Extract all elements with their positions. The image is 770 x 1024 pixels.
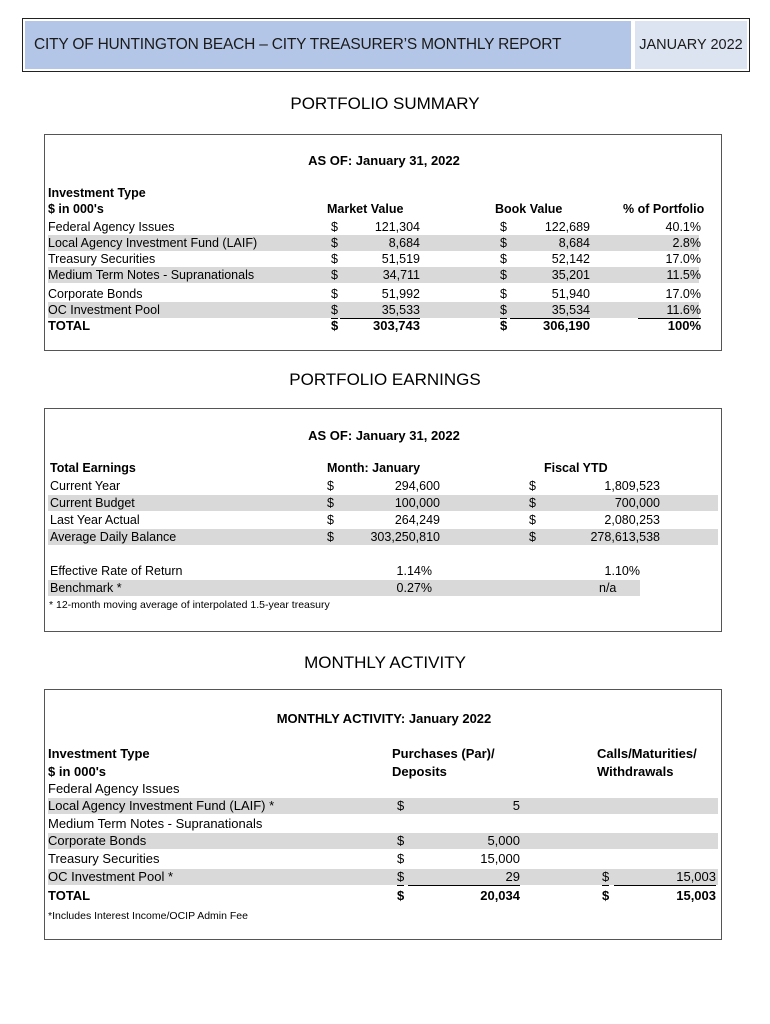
activity-row-type: Federal Agency Issues [48,781,180,796]
activity-col-calls: Calls/Maturities/ [597,746,697,761]
summary-total-book: 306,190 [543,318,590,333]
summary-row-type: OC Investment Pool [48,303,160,317]
summary-header-row-1 [48,185,718,201]
activity-row-type: Treasury Securities [48,851,160,866]
currency-sign: $ [331,236,338,250]
summary-col-market: Market Value [327,202,404,216]
summary-row-book: 35,201 [551,268,590,282]
summary-row-market: 35,533 [340,302,420,319]
summary-row-pct: 11.6% [638,302,701,319]
activity-row-purchases: 29 [408,869,520,886]
activity-col-deposits: Deposits [392,764,447,779]
earnings-col-month: Month: January [327,461,421,475]
activity-row [48,816,718,832]
currency-sign: $ [331,268,338,282]
summary-row-market: 121,304 [374,220,420,234]
activity-col-withdrawals: Withdrawals [597,764,674,779]
activity-row [48,869,718,885]
currency-sign: $ [327,496,334,510]
currency-sign: $ [327,479,334,493]
earnings-row-month: 294,600 [394,479,440,493]
summary-row-market: 51,519 [381,252,420,266]
summary-row-book: 51,940 [551,287,590,301]
earnings-footnote: * 12-month moving average of interpolated 1.5-year treasury [49,599,330,611]
portfolio-earnings-box [44,408,722,632]
activity-total-calls: 15,003 [676,888,716,903]
portfolio-summary-box [44,134,722,351]
summary-row-pct: 2.8% [672,236,701,250]
currency-sign: $ [327,513,334,527]
activity-total-purchases: 20,034 [480,888,520,903]
rate-of-return-month: 1.14% [396,564,432,578]
summary-row-book: 35,534 [510,302,590,319]
summary-row [48,302,699,318]
activity-header-row-2 [48,764,718,780]
activity-total-label: TOTAL [48,888,91,903]
summary-col-type: Investment Type [48,186,146,200]
currency-sign: $ [602,869,610,884]
currency-sign: $ [397,869,405,884]
summary-as-of: AS OF: January 31, 2022 [308,153,460,168]
currency-sign: $ [397,798,405,813]
currency-sign: $ [500,252,507,266]
earnings-row [48,495,718,511]
summary-total-label: TOTAL [48,318,91,333]
summary-row-book: 8,684 [558,236,590,250]
currency-sign: $ [500,268,507,282]
summary-row-book: 52,142 [551,252,590,266]
summary-row-pct: 17.0% [665,287,701,301]
portfolio-summary-title: PORTFOLIO SUMMARY [290,94,480,113]
earnings-as-of: AS OF: January 31, 2022 [308,428,460,443]
earnings-row-month: 264,249 [394,513,440,527]
portfolio-earnings-title: PORTFOLIO EARNINGS [289,370,481,389]
currency-sign: $ [331,287,338,301]
rate-of-return-ytd: 1.10% [604,564,640,578]
earnings-row [48,478,718,494]
summary-row [48,251,699,267]
activity-row [48,851,718,867]
summary-row-pct: 40.1% [665,220,701,234]
currency-sign: $ [500,220,507,234]
currency-sign: $ [397,833,405,848]
currency-sign: $ [500,287,507,301]
benchmark-ytd: n/a [599,581,617,595]
activity-row [48,833,718,849]
summary-total-pct: 100% [667,318,701,333]
summary-row [48,286,699,302]
benchmark-label: Benchmark * [50,581,122,595]
summary-row-market: 8,684 [388,236,420,250]
summary-total-row [48,318,718,334]
activity-header-row-1 [48,746,718,762]
summary-row-market: 51,992 [381,287,420,301]
currency-sign: $ [331,303,338,317]
activity-col-purchases: Purchases (Par)/ [392,746,495,761]
rate-of-return-label: Effective Rate of Return [50,564,183,578]
currency-sign: $ [397,888,405,903]
earnings-row-label: Average Daily Balance [50,530,177,544]
rate-of-return-row [50,563,640,579]
currency-sign: $ [327,530,334,544]
earnings-row [48,529,718,545]
summary-row-type: Local Agency Investment Fund (LAIF) [48,236,258,250]
earnings-col-label: Total Earnings [50,461,136,475]
summary-row-type: Federal Agency Issues [48,220,175,234]
earnings-row-label: Last Year Actual [50,513,140,527]
currency-sign: $ [602,888,610,903]
currency-sign: $ [331,252,338,266]
currency-sign: $ [397,851,405,866]
activity-col-type: Investment Type [48,746,150,761]
activity-row [48,781,718,797]
activity-row-calls: 15,003 [614,869,716,886]
monthly-activity-title: MONTHLY ACTIVITY [304,653,466,672]
summary-row [48,219,699,235]
currency-sign: $ [529,513,536,527]
summary-col-pct: % of Portfolio [623,202,705,216]
earnings-row-month: 100,000 [394,496,440,510]
summary-total-market: 303,743 [373,318,420,333]
summary-row [48,235,699,251]
summary-col-book: Book Value [495,202,563,216]
report-header [22,18,750,72]
summary-row-pct: 11.5% [666,268,701,282]
currency-sign: $ [500,318,508,333]
summary-row-type: Treasury Securities [48,252,156,266]
activity-row-type: OC Investment Pool * [48,869,173,884]
activity-row [48,798,718,814]
activity-footnote: *Includes Interest Income/OCIP Admin Fee [48,910,248,922]
currency-sign: $ [529,479,536,493]
currency-sign: $ [529,496,536,510]
currency-sign: $ [331,318,339,333]
earnings-header-row [50,460,720,476]
earnings-row [48,512,718,528]
summary-header-row-2 [48,201,718,217]
currency-sign: $ [331,220,338,234]
benchmark-row [48,580,640,596]
monthly-activity-box [44,689,722,940]
report-title: CITY OF HUNTINGTON BEACH – CITY TREASURER’S MONTHLY REPORT [25,21,631,69]
currency-sign: $ [529,530,536,544]
summary-row-type: Medium Term Notes - Supranationals [48,268,255,282]
summary-row-book: 122,689 [544,220,590,234]
activity-row-type: Local Agency Investment Fund (LAIF) * [48,798,275,813]
activity-total-row [48,888,718,904]
currency-sign: $ [500,303,507,317]
activity-row-purchases: 5,000 [487,833,520,848]
summary-row-type: Corporate Bonds [48,287,143,301]
activity-row-purchases: 5 [512,798,520,813]
earnings-row-label: Current Year [50,479,121,493]
activity-subtitle: MONTHLY ACTIVITY: January 2022 [276,711,492,726]
summary-row [48,267,699,283]
earnings-row-month: 303,250,810 [370,530,440,544]
activity-row-type: Corporate Bonds [48,833,147,848]
summary-row-market: 34,711 [382,268,420,282]
earnings-row-ytd: 700,000 [614,496,660,510]
currency-sign: $ [500,236,507,250]
earnings-col-ytd: Fiscal YTD [544,461,608,475]
summary-row-pct: 17.0% [665,252,701,266]
benchmark-month: 0.27% [396,581,432,595]
activity-row-type: Medium Term Notes - Supranationals [48,816,263,831]
report-date: JANUARY 2022 [635,21,747,69]
activity-row-purchases: 15,000 [480,851,520,866]
earnings-row-ytd: 278,613,538 [590,530,660,544]
summary-col-units: $ in 000's [48,202,104,216]
earnings-row-ytd: 1,809,523 [604,479,660,493]
earnings-row-ytd: 2,080,253 [604,513,660,527]
activity-col-units: $ in 000's [48,764,107,779]
earnings-row-label: Current Budget [50,496,135,510]
